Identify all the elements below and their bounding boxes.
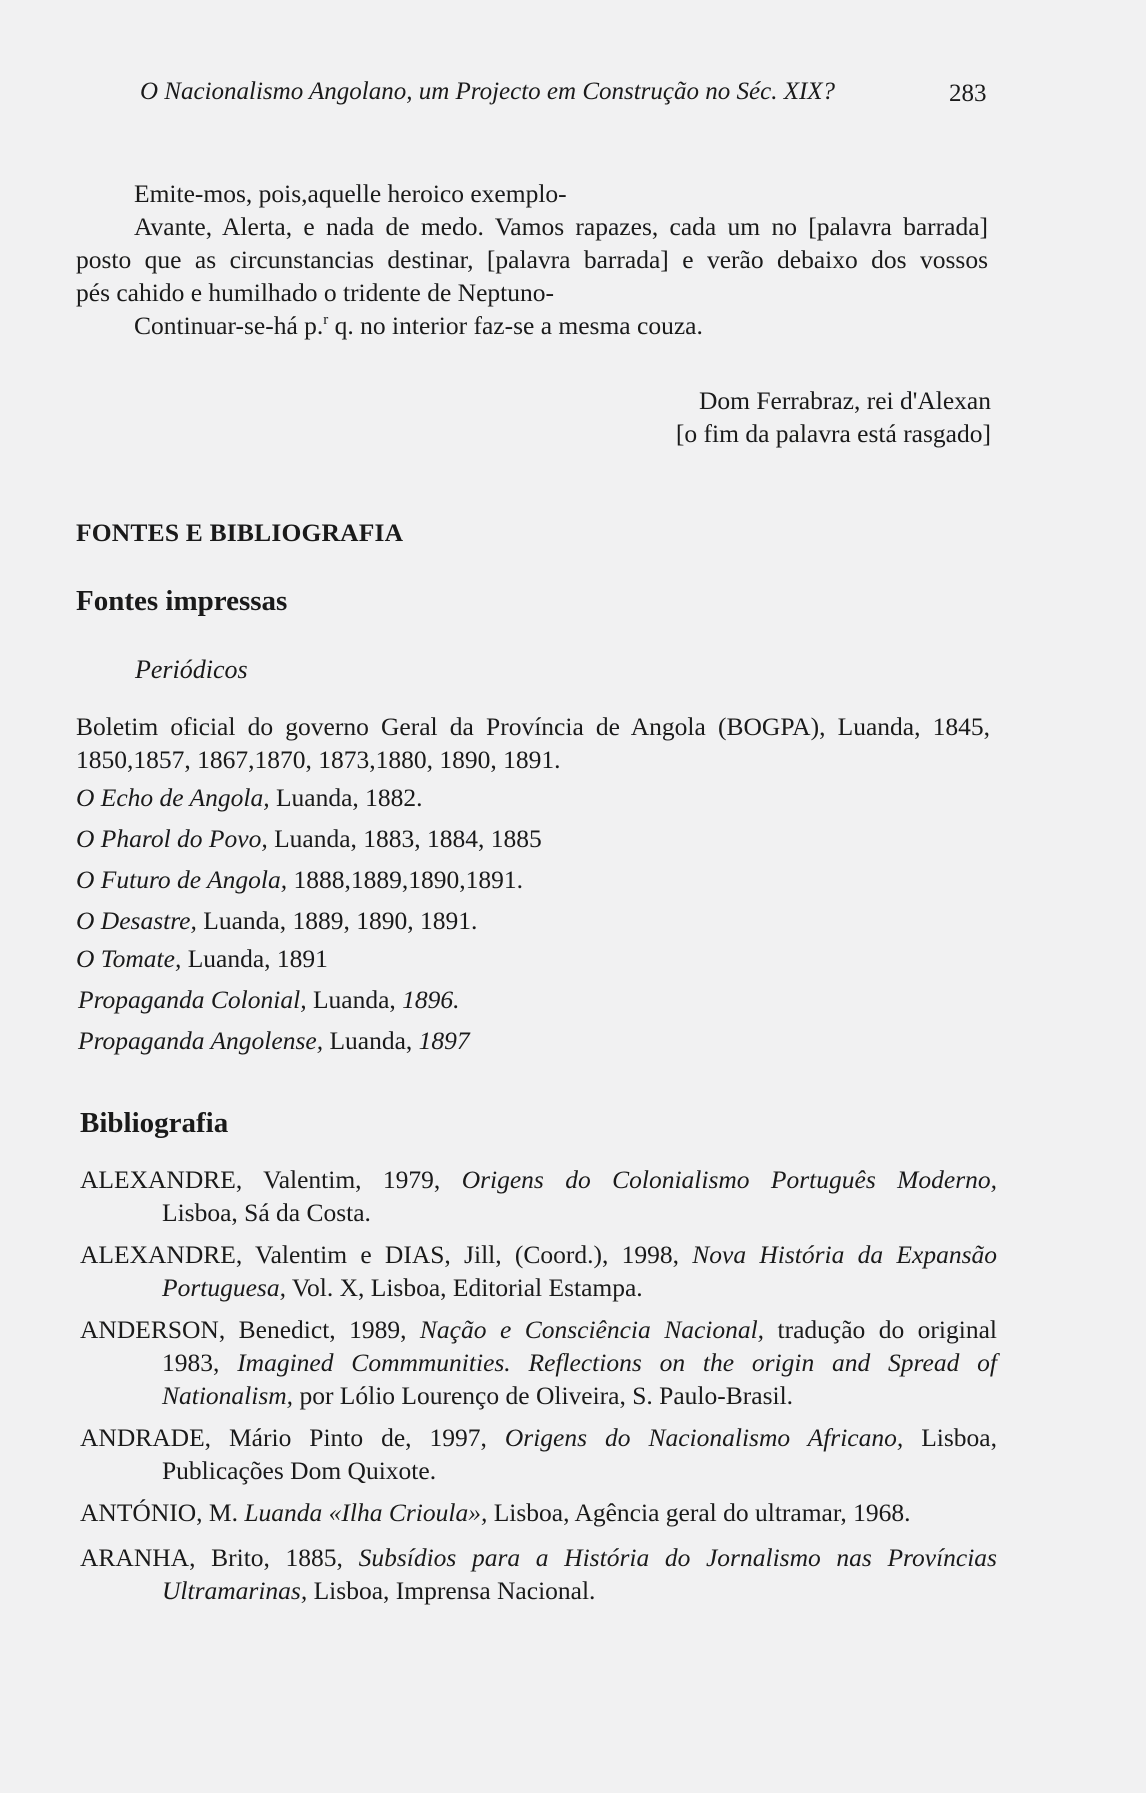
bibliography-entry: ALEXANDRE, Valentim e DIAS, Jill, (Coord.), 1998, Nova História da Expansão Portuguesa, Vol. X, Lisboa, Editorial Estampa. — [80, 1240, 997, 1302]
subsection-heading: Fontes impressas — [76, 585, 288, 617]
bibliography-entry: ANTÓNIO, M. Luanda «Ilha Crioula», Lisboa, Agência geral do ultramar, 1968. — [80, 1498, 911, 1527]
periodical-entry: O Desastre, Luanda, 1889, 1890, 1891. — [76, 906, 478, 935]
bibliography-entry: ALEXANDRE, Valentim, 1979, Origens do Colonialismo Português Moderno, Lisboa, Sá da Costa. — [80, 1165, 997, 1227]
running-title: O Nacionalismo Angolano, um Projecto em Construção no Séc. XIX? — [140, 78, 836, 105]
periodicals-heading: Periódicos — [135, 655, 248, 684]
periodical-entry: O Echo de Angola, Luanda, 1882. — [76, 783, 423, 812]
letter-signature: Dom Ferrabraz, rei d'Alexan — [698, 386, 991, 415]
periodical-entry: Boletim oficial do governo Geral da Província de Angola (BOGPA), Luanda, 1845, — [76, 712, 990, 741]
periodical-entry: Propaganda Colonial, Luanda, 1896. — [78, 985, 460, 1014]
bibliography-entry: ANDERSON, Benedict, 1989, Nação e Consciência Nacional, tradução do original 1983, Imagined Commmunities. Reflections on the origin and Spread of Nationalism, por Lólio Lourenço de Oliveira, S. Paulo-Brasil. — [80, 1315, 997, 1410]
periodical-entry: Propaganda Angolense, Luanda, 1897 — [78, 1026, 470, 1055]
letter-line: Avante, Alerta, e nada de medo. Vamos rapazes, cada um no [palavra barrada] — [134, 212, 988, 241]
bibliography-entry: ARANHA, Brito, 1885, Subsídios para a História do Jornalismo nas Províncias Ultramarinas, Lisboa, Imprensa Nacional. — [80, 1543, 997, 1605]
periodical-entry: O Tomate, Luanda, 1891 — [76, 944, 328, 973]
letter-line: Continuar-se-há p.$^r$ q. no interior faz-se a mesma couza. — [134, 311, 703, 340]
page-number: 283 — [949, 80, 987, 107]
letter-line: pés cahido e humilhado o tridente de Neptuno- — [76, 278, 554, 307]
periodical-entry: O Futuro de Angola, 1888,1889,1890,1891. — [76, 865, 523, 894]
bibliography-heading: Bibliografia — [80, 1107, 229, 1139]
periodical-entry: 1850,1857, 1867,1870, 1873,1880, 1890, 1891. — [76, 745, 561, 774]
bibliography-entry: ANDRADE, Mário Pinto de, 1997, Origens do Nacionalismo Africano, Lisboa, Publicações Dom Quixote. — [80, 1423, 997, 1485]
section-heading: FONTES E BIBLIOGRAFIA — [76, 518, 404, 547]
letter-line: Emite-mos, pois,aquelle heroico exemplo- — [134, 179, 567, 208]
letter-line: posto que as circunstancias destinar, [palavra barrada] e verão debaixo dos vossos — [76, 245, 988, 274]
editorial-note: [o fim da palavra está rasgado] — [675, 419, 991, 448]
periodical-entry: O Pharol do Povo, Luanda, 1883, 1884, 1885 — [76, 824, 542, 853]
